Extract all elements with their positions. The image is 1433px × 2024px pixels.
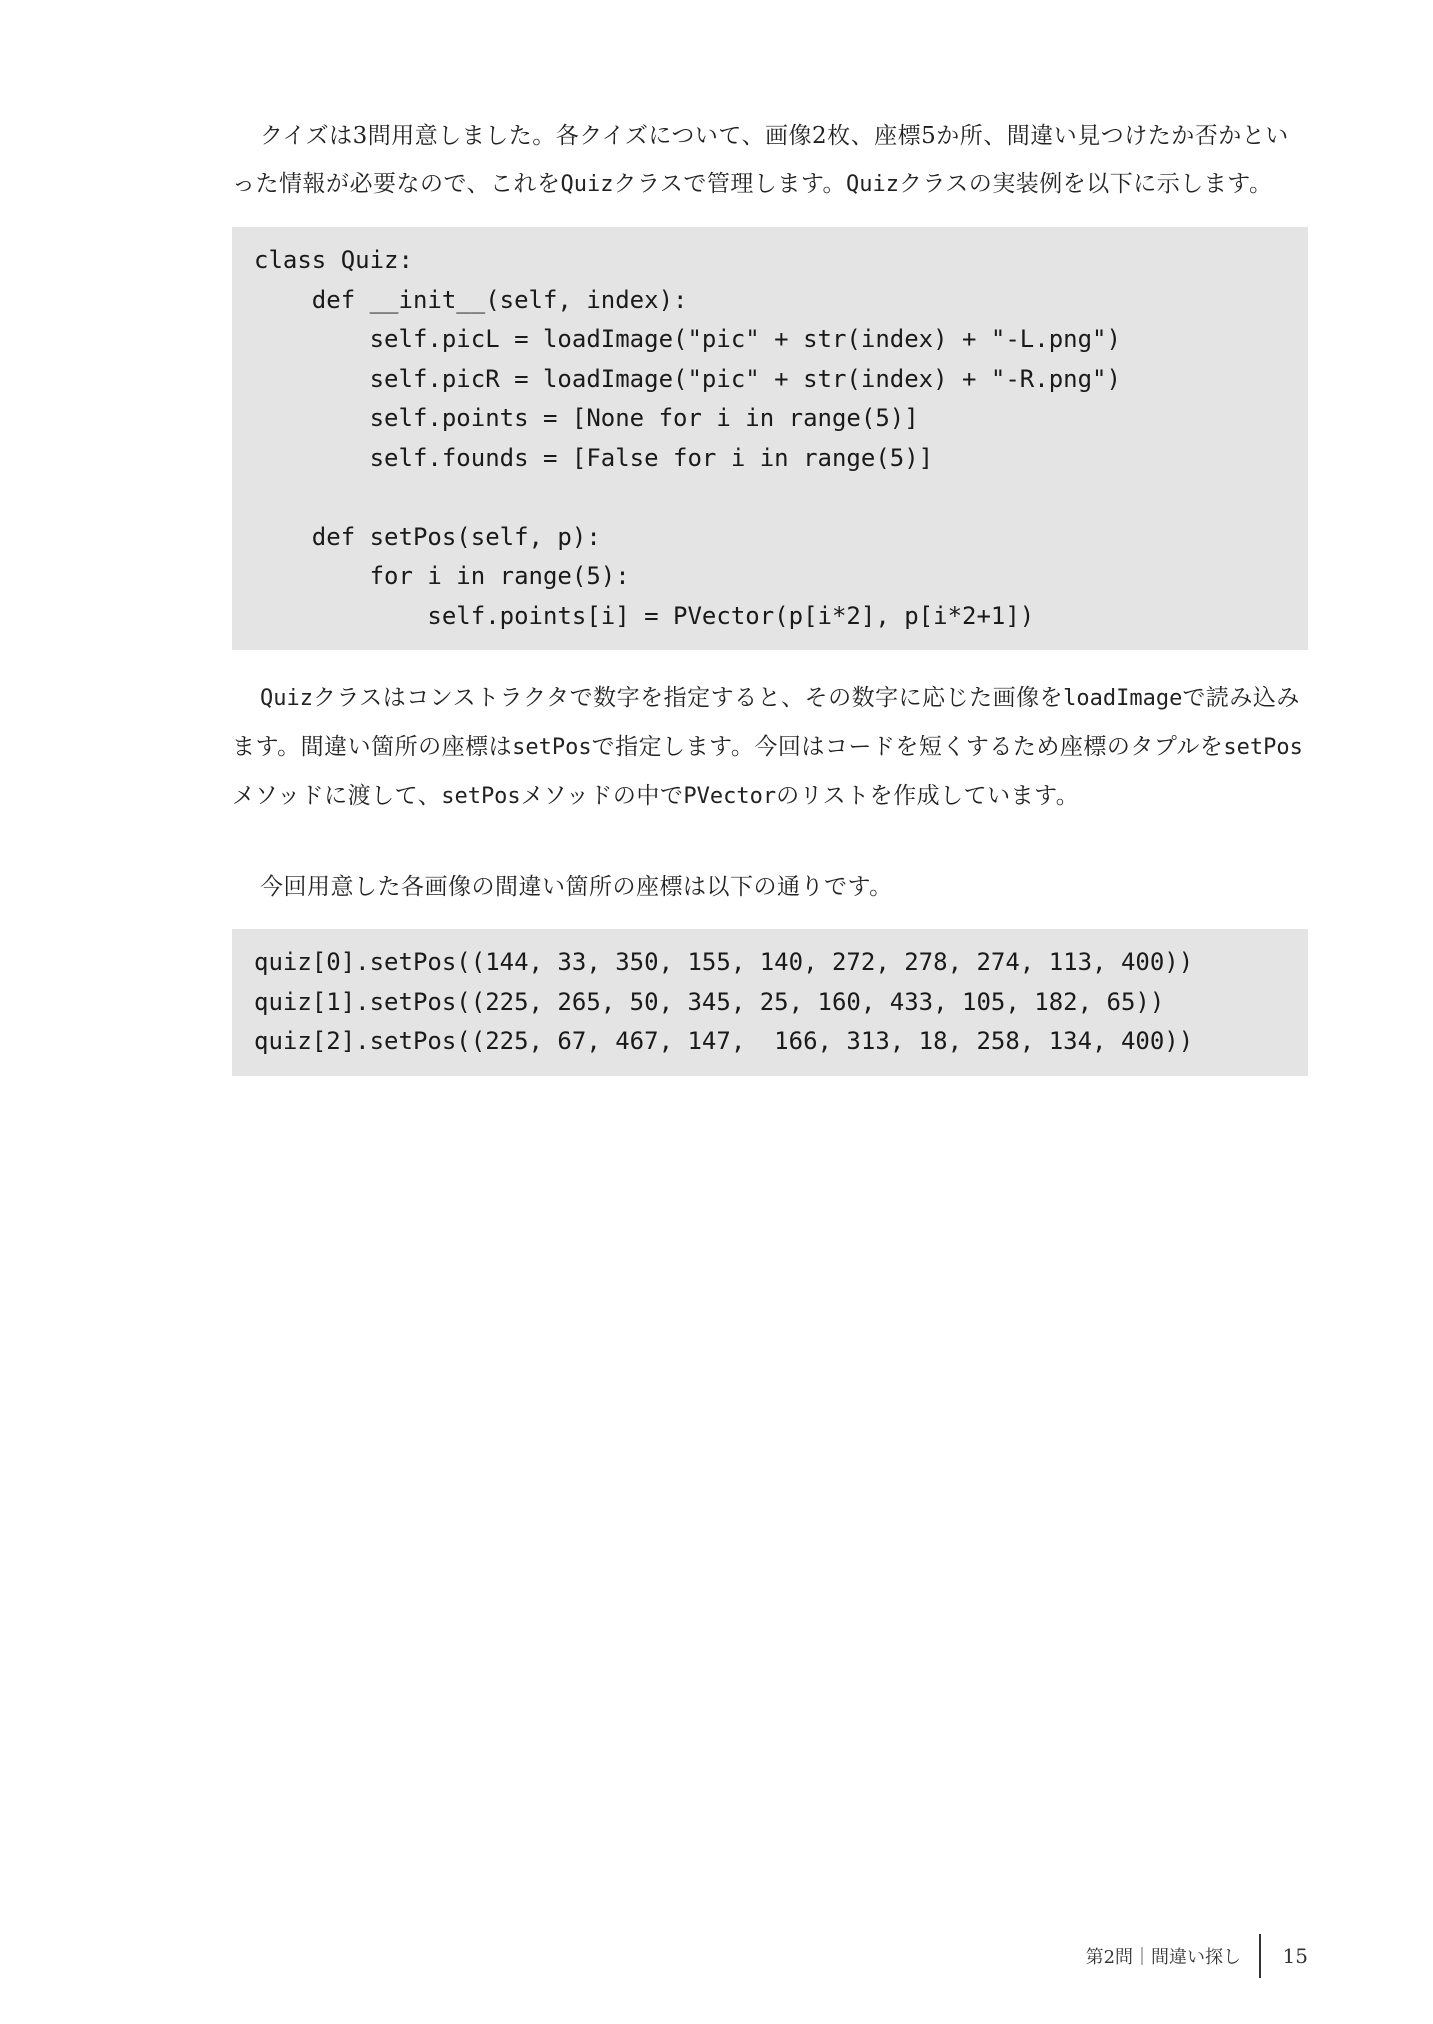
chapter-title: 第2問｜間違い探し: [1085, 1947, 1242, 1968]
code-line: self.founds = [False for i in range(5)]: [254, 443, 934, 472]
paragraph-text: で読み込みます。間違い箇所の座標は: [232, 685, 1300, 760]
paragraph-coordinates-intro: [232, 863, 1308, 911]
code-line: self.picR = loadImage("pic" + str(index) + "-R.png"): [254, 364, 1121, 393]
paragraph-text: クイズは3問用意しました。各クイズについて、画像2枚、座標5か所、間違い見つけたか否かといった情報が必要なので、これを: [232, 123, 1289, 197]
code-line: quiz[1].setPos((225, 265, 50, 345, 25, 160, 433, 105, 182, 65)): [254, 987, 1165, 1016]
code-block-set-pos-calls: [232, 929, 1308, 1076]
code-line: self.points = [None for i in range(5)]: [254, 404, 919, 432]
paragraph-text: 今回用意した各画像の間違い箇所の座標は以下の通りです。: [260, 874, 893, 900]
inline-code: setPos: [1223, 735, 1303, 760]
paragraph-text: クラスはコンストラクタで数字を指定すると、その数字に応じた画像を: [312, 685, 1064, 711]
inline-code: setPos: [441, 784, 521, 809]
inline-code: Quiz: [560, 172, 614, 197]
paragraph-text: メソッドの中で: [520, 783, 684, 809]
code-line-blank: [254, 478, 1286, 518]
code-line: def __init__(self, index):: [254, 285, 688, 314]
page-content: [232, 112, 1308, 1076]
code-line: self.points[i] = PVector(p[i*2], p[i*2+1]): [254, 601, 1035, 630]
paragraph-text: で指定します。今回はコードを短くするため座標のタプルを: [591, 734, 1224, 760]
paragraph-text: のリストを作成しています。: [776, 783, 1080, 809]
inline-code: Quiz: [846, 172, 899, 197]
page-footer: [1086, 1934, 1308, 1978]
inline-code: loadImage: [1063, 686, 1183, 711]
code-line: quiz[0].setPos((144, 33, 350, 155, 140, 272, 278, 274, 113, 400)): [254, 948, 1194, 976]
paragraph-text: メソッドに渡して、: [232, 783, 442, 809]
code-line: self.picL = loadImage("pic" + str(index) + "-L.png"): [254, 325, 1121, 353]
inline-code: PVector: [683, 784, 777, 809]
paragraph-text: クラスで管理します。: [613, 171, 847, 197]
paragraph-intro: [232, 112, 1308, 209]
inline-code: setPos: [512, 735, 592, 760]
code-block-quiz-class: [232, 227, 1308, 650]
paragraph-text: クラスの実装例を以下に示します。: [899, 171, 1273, 197]
code-line: quiz[2].setPos((225, 67, 467, 147, 166, 313, 18, 258, 134, 400)): [254, 1027, 1194, 1055]
code-line: def setPos(self, p):: [254, 522, 601, 551]
code-line: for i in range(5):: [254, 562, 630, 590]
code-line: class Quiz:: [254, 246, 413, 274]
page-number: 15: [1282, 1944, 1308, 1968]
paragraph-explanation: [232, 674, 1308, 821]
inline-code: Quiz: [260, 686, 313, 711]
